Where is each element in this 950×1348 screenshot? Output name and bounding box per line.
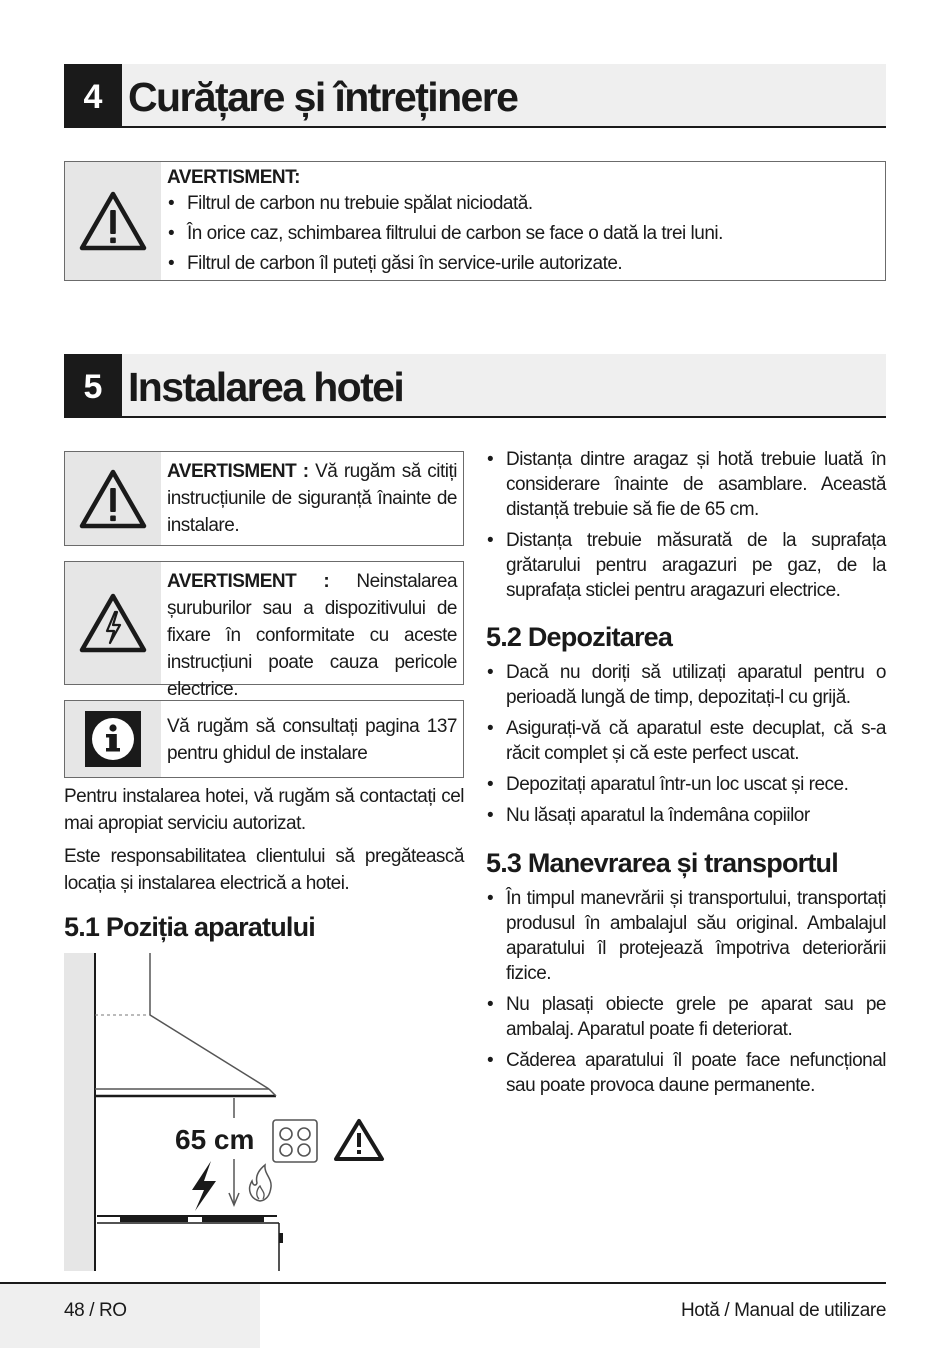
- paragraph: Pentru instalarea hotei, vă rugăm să contactați cel mai apropiat serviciu autorizat.: [64, 786, 464, 834]
- list-item: • Depozitați aparatul într-un loc uscat și rece.: [486, 772, 886, 797]
- list-item: • Filtrul de carbon nu trebuie spălat niciodată.: [167, 191, 879, 216]
- warning-icon: [65, 162, 161, 280]
- list-item: • În orice caz, schimbarea filtrului de carbon se face o dată la trei luni.: [167, 221, 879, 246]
- electrical-warning-box: [64, 561, 464, 700]
- warning-text: Neinstalarea șuruburilor sau a dispozitivului de fixare în conformitate cu aceste instrucțiuni poate cauza pericole electrice.: [167, 571, 458, 700]
- warning-text: Vă rugăm să citiți instrucțiunile de siguranță înainte de instalare.: [167, 461, 457, 536]
- section-5-header: [64, 354, 886, 418]
- list-item: • Nu lăsați aparatul la îndemâna copiilor: [486, 803, 886, 828]
- section-4-number: 4: [64, 64, 122, 128]
- electric-hazard-icon: [65, 562, 161, 684]
- subsection-title: 5.2 Depozitarea: [486, 622, 673, 652]
- info-box: [64, 700, 464, 778]
- list-item: • Nu plasați obiecte grele pe aparat sau pe ambalaj. Aparatul poate fi deteriorat.: [486, 992, 886, 1042]
- subsection-title: 5.1 Poziția aparatului: [64, 912, 315, 942]
- section-4-warning-list: [167, 191, 879, 276]
- info-icon: [65, 701, 161, 777]
- page-number: 48 / RO: [64, 1300, 127, 1321]
- list-item: • Distanța dintre aragaz și hotă trebuie luată în considerare înainte de asamblare. Această distanță trebuie să fie de 65 cm.: [486, 447, 886, 522]
- list-item: • Asigurați-vă că aparatul este decuplat, că s-a răcit complet și că este perfect uscat.: [486, 716, 886, 766]
- section-4-warning-box: [64, 161, 886, 281]
- document-title: Hotă / Manual de utilizare: [680, 1300, 886, 1321]
- paragraph: Este responsabilitatea clientului să pregătească locația și instalarea electrică a hotei.: [64, 846, 464, 894]
- transport-list: [486, 886, 886, 1104]
- footer-page-tab: [0, 1284, 260, 1348]
- list-item: • Căderea aparatului îl poate face nefuncțional sau poate provoca daune permanente.: [486, 1048, 886, 1098]
- list-item: • Dacă nu doriți să utilizați aparatul pentru o perioadă lungă de timp, depozitați-l cu grijă.: [486, 660, 886, 710]
- section-5-number: 5: [64, 354, 122, 418]
- storage-list: [486, 660, 886, 834]
- section-5-title: Instalarea hotei: [128, 364, 404, 410]
- position-list: [486, 447, 886, 609]
- install-warning-box: [64, 451, 464, 546]
- section-4-title: Curățare și întreținere: [128, 74, 518, 120]
- warning-label: AVERTISMENT :: [167, 461, 309, 482]
- warning-label: AVERTISMENT :: [167, 571, 330, 592]
- info-text: Vă rugăm să consultați pagina 137 pentru ghidul de instalare: [167, 716, 457, 764]
- subsection-title: 5.3 Manevrarea și transportul: [486, 848, 838, 878]
- list-item: • Filtrul de carbon îl puteți găsi în service-urile autorizate.: [167, 251, 879, 276]
- warning-icon: [65, 452, 161, 545]
- list-item: • Distanța trebuie măsurată de la suprafața grătarului pentru aragazuri pe gaz, de la suprafața sticlei pentru aragazuri electrice.: [486, 528, 886, 603]
- section-4-header: [64, 64, 886, 128]
- hood-position-illustration: [64, 953, 394, 1271]
- list-item: • În timpul manevrării și transportului, transportați produsul în ambalajul său original. Ambalajul aparatului îl protejează împotriva deteriorării fizice.: [486, 886, 886, 986]
- distance-label: 65 cm: [175, 1124, 255, 1155]
- warning-label: AVERTISMENT:: [167, 167, 300, 188]
